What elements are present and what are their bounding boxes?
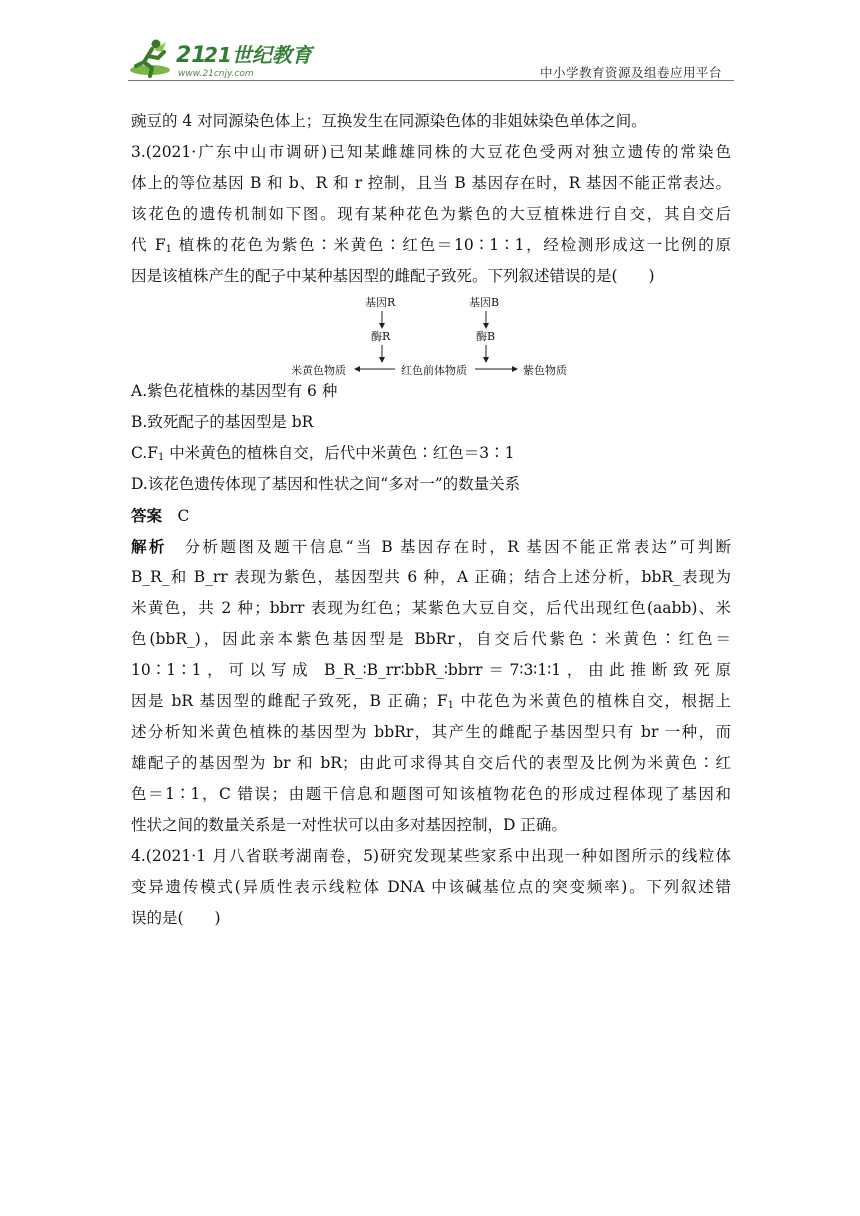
page-header: [0, 0, 860, 90]
analysis-line-8: 雄配子的基因型为 br 和 bR；由此可求得其自交后代的表型及比例为米黄色∶红: [131, 754, 731, 772]
beige-product-label: 米黄色物质: [291, 364, 346, 377]
analysis-line-2: B_R_和 B_rr 表现为紫色，基因型共 6 种，A 正确；结合上述分析，bbR_表现为: [131, 568, 731, 586]
document-body: [131, 106, 731, 934]
q3-line-1: 3.(2021·广东中山市调研)已知某雌雄同株的大豆花色受两对独立遗传的常染色: [131, 143, 731, 161]
flower-color-diagram: [131, 292, 731, 376]
analysis-line-7: 述分析知米黄色植株的基因型为 bbRr，其产生的雌配子基因型只有 br 一种，而: [131, 723, 731, 741]
option-c: $C.F_1$ 中米黄色的植株自交，后代中米黄色∶红色＝3∶1: [131, 444, 515, 463]
svg-text:www.21cnjy.com: www.21cnjy.com: [178, 69, 254, 79]
q4-line-3: 误的是( ): [131, 909, 221, 927]
option-d: D.该花色遗传体现了基因和性状之间“多对一”的数量关系: [131, 475, 521, 493]
svg-text:21世纪教育: 21世纪教育: [204, 43, 312, 67]
gene-r-label: 基因R: [365, 296, 396, 309]
q3-line-5: 因是该植株产生的配子中某种基因型的雌配子致死。下列叙述错误的是( ): [131, 267, 655, 285]
enzyme-b-label: 酶B: [476, 330, 496, 343]
logo-icon: [128, 36, 312, 82]
svg-text:21: 21: [176, 43, 207, 68]
analysis-line-1: 解析 分析题图及题干信息“当 B 基因存在时，R 基因不能正常表达”可判断: [131, 537, 731, 556]
option-a: A.紫色花植株的基因型有 6 种: [131, 382, 338, 400]
q4-line-1: 4.(2021·1 月八省联考湖南卷，5)研究发现某些家系中出现一种如图所示的线粒体: [131, 847, 731, 865]
analysis-line-6: 因是 bR 基因型的雌配子致死，B 正确；$F_1$ 中花色为米黄色的植株自交，根据上: [131, 692, 731, 711]
analysis-line-3: 米黄色，共 2 种；bbrr 表现为红色；某紫色大豆自交，后代出现红色(aabb)、米: [131, 599, 731, 617]
analysis-line-9: 色＝1∶1，C 错误；由题干信息和题图可知该植物花色的形成过程体现了基因和: [131, 785, 731, 803]
q2-tail-text: 豌豆的 4 对同源染色体上；互换发生在同源染色体的非姐妹染色单体之间。: [131, 112, 647, 130]
q4-line-2: 变异遗传模式(异质性表示线粒体 DNA 中该碱基位点的突变频率)。下列叙述错: [131, 878, 731, 896]
q3-line-3: 该花色的遗传机制如下图。现有某种花色为紫色的大豆植株进行自交，其自交后: [131, 205, 731, 223]
gene-b-label: 基因B: [469, 296, 500, 309]
q3-line-4: 代 $F_1$ 植株的花色为紫色∶米黄色∶红色＝10∶1∶1，经检测形成这一比例的原: [131, 236, 731, 255]
platform-title: 中小学教育资源及组卷应用平台: [540, 65, 723, 80]
analysis-line-5: 10∶1∶1，可以写成 B_R_∶B_rr∶bbR_∶bbrr＝7∶3∶1∶1，由此推断致死原: [131, 661, 731, 679]
option-b: B.致死配子的基因型是 bR: [131, 413, 314, 431]
answer-value: C: [177, 507, 190, 525]
enzyme-r-label: 酶R: [371, 330, 391, 343]
red-precursor-label: 红色前体物质: [401, 364, 467, 377]
answer-label: 答案: [131, 506, 163, 525]
analysis-line-10: 性状之间的数量关系是一对性状可以由多对基因控制，D 正确。: [131, 816, 567, 834]
analysis-label: 解析: [131, 537, 167, 556]
answer-row: [131, 500, 731, 531]
header-divider: [128, 80, 734, 81]
purple-product-label: 紫色物质: [523, 364, 567, 377]
analysis-line-4: 色(bbR_)，因此亲本紫色基因型是 BbRr，自交后代紫色∶米黄色∶红色＝: [131, 630, 731, 648]
q3-line-2: 体上的等位基因 B 和 b、R 和 r 控制，且当 B 基因存在时，R 基因不能正常表达。: [131, 174, 731, 192]
